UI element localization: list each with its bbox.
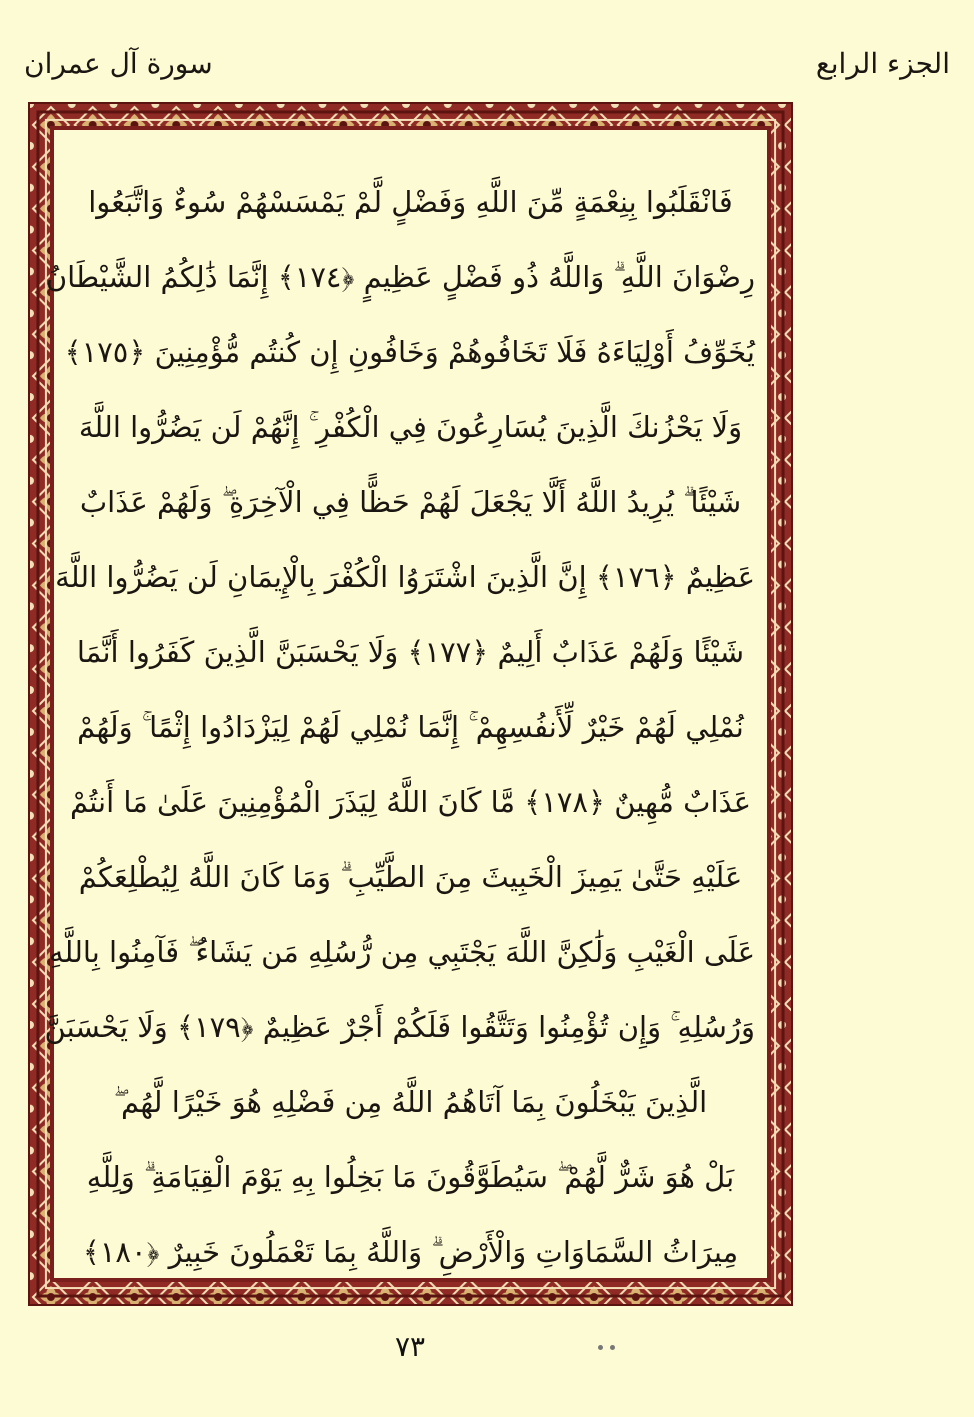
verse-line: عَظِيمٌ ﴿١٧٦﴾ إِنَّ الَّذِينَ اشْتَرَوُا الْكُفْرَ بِالْإِيمَانِ لَن يَضُرُّوا اللَّهَ xyxy=(55,560,755,594)
verse-line: وَرُسُلِهِ ۚ وَإِن تُؤْمِنُوا وَتَتَّقُوا فَلَكُمْ أَجْرٌ عَظِيمٌ ﴿١٧٩﴾ وَلَا يَحْسَبَنَّ xyxy=(44,1010,755,1044)
verse-line: شَيْئًا ۗ يُرِيدُ اللَّهُ أَلَّا يَجْعَلَ لَهُمْ حَظًّا فِي الْآخِرَةِ ۖ وَلَهُمْ عَذَابٌ xyxy=(79,485,742,519)
verse-line: مِيرَاثُ السَّمَاوَاتِ وَالْأَرْضِ ۗ وَاللَّهُ بِمَا تَعْمَلُونَ خَبِيرٌ ﴿١٨٠﴾ xyxy=(82,1235,739,1269)
verse-line: الَّذِينَ يَبْخَلُونَ بِمَا آتَاهُمُ اللَّهُ مِن فَضْلِهِ هُوَ خَيْرًا لَّهُم ۖ xyxy=(113,1085,708,1119)
surah-label: سورة آل عمران xyxy=(24,47,213,80)
page-number: ٧٣ xyxy=(394,1330,426,1363)
verse-line: نُمْلِي لَهُمْ خَيْرٌ لِّأَنفُسِهِمْ ۚ إِنَّمَا نُمْلِي لَهُمْ لِيَزْدَادُوا إِثْمًا ۚ وَلَهُمْ xyxy=(77,710,744,744)
page-mark-dots xyxy=(596,1342,622,1354)
verse-line: رِضْوَانَ اللَّهِ ۗ وَاللَّهُ ذُو فَضْلٍ عَظِيمٍ ﴿١٧٤﴾ إِنَّمَا ذَٰلِكُمُ الشَّيْطَانُ xyxy=(45,260,755,294)
verse-line: عَلَيْهِ حَتَّىٰ يَمِيزَ الْخَبِيثَ مِنَ الطَّيِّبِ ۗ وَمَا كَانَ اللَّهُ لِيُطْلِعَكُمْ xyxy=(78,860,743,894)
verse-line: وَلَا يَحْزُنكَ الَّذِينَ يُسَارِعُونَ فِي الْكُفْرِ ۚ إِنَّهُمْ لَن يَضُرُّوا اللَّهَ xyxy=(78,410,743,444)
verse-line: بَلْ هُوَ شَرٌّ لَّهُمْ ۖ سَيُطَوَّقُونَ مَا بَخِلُوا بِهِ يَوْمَ الْقِيَامَةِ ۗ وَلِلَّهِ xyxy=(86,1160,735,1194)
verse-line: يُخَوِّفُ أَوْلِيَاءَهُ فَلَا تَخَافُوهُمْ وَخَافُونِ إِن كُنتُم مُّؤْمِنِينَ ﴿١٧٥﴾ xyxy=(64,335,755,369)
verse-line: شَيْئًا وَلَهُمْ عَذَابٌ أَلِيمٌ ﴿١٧٧﴾ وَلَا يَحْسَبَنَّ الَّذِينَ كَفَرُوا أَنَّمَا xyxy=(76,635,745,669)
verse-line: عَذَابٌ مُّهِينٌ ﴿١٧٨﴾ مَّا كَانَ اللَّهُ لِيَذَرَ الْمُؤْمِنِينَ عَلَىٰ مَا أَنتُمْ xyxy=(69,785,752,819)
verse-line: فَانْقَلَبُوا بِنِعْمَةٍ مِّنَ اللَّهِ وَفَضْلٍ لَّمْ يَمْسَسْهُمْ سُوءٌ وَاتَّبَعُوا xyxy=(88,185,733,219)
page-header xyxy=(24,44,950,88)
verse-line: عَلَى الْغَيْبِ وَلَٰكِنَّ اللَّهَ يَجْتَبِي مِن رُّسُلِهِ مَن يَشَاءُ ۖ فَآمِنُوا بِاللَّهِ xyxy=(48,935,755,969)
juz-label: الجزء الرابع xyxy=(815,47,950,80)
